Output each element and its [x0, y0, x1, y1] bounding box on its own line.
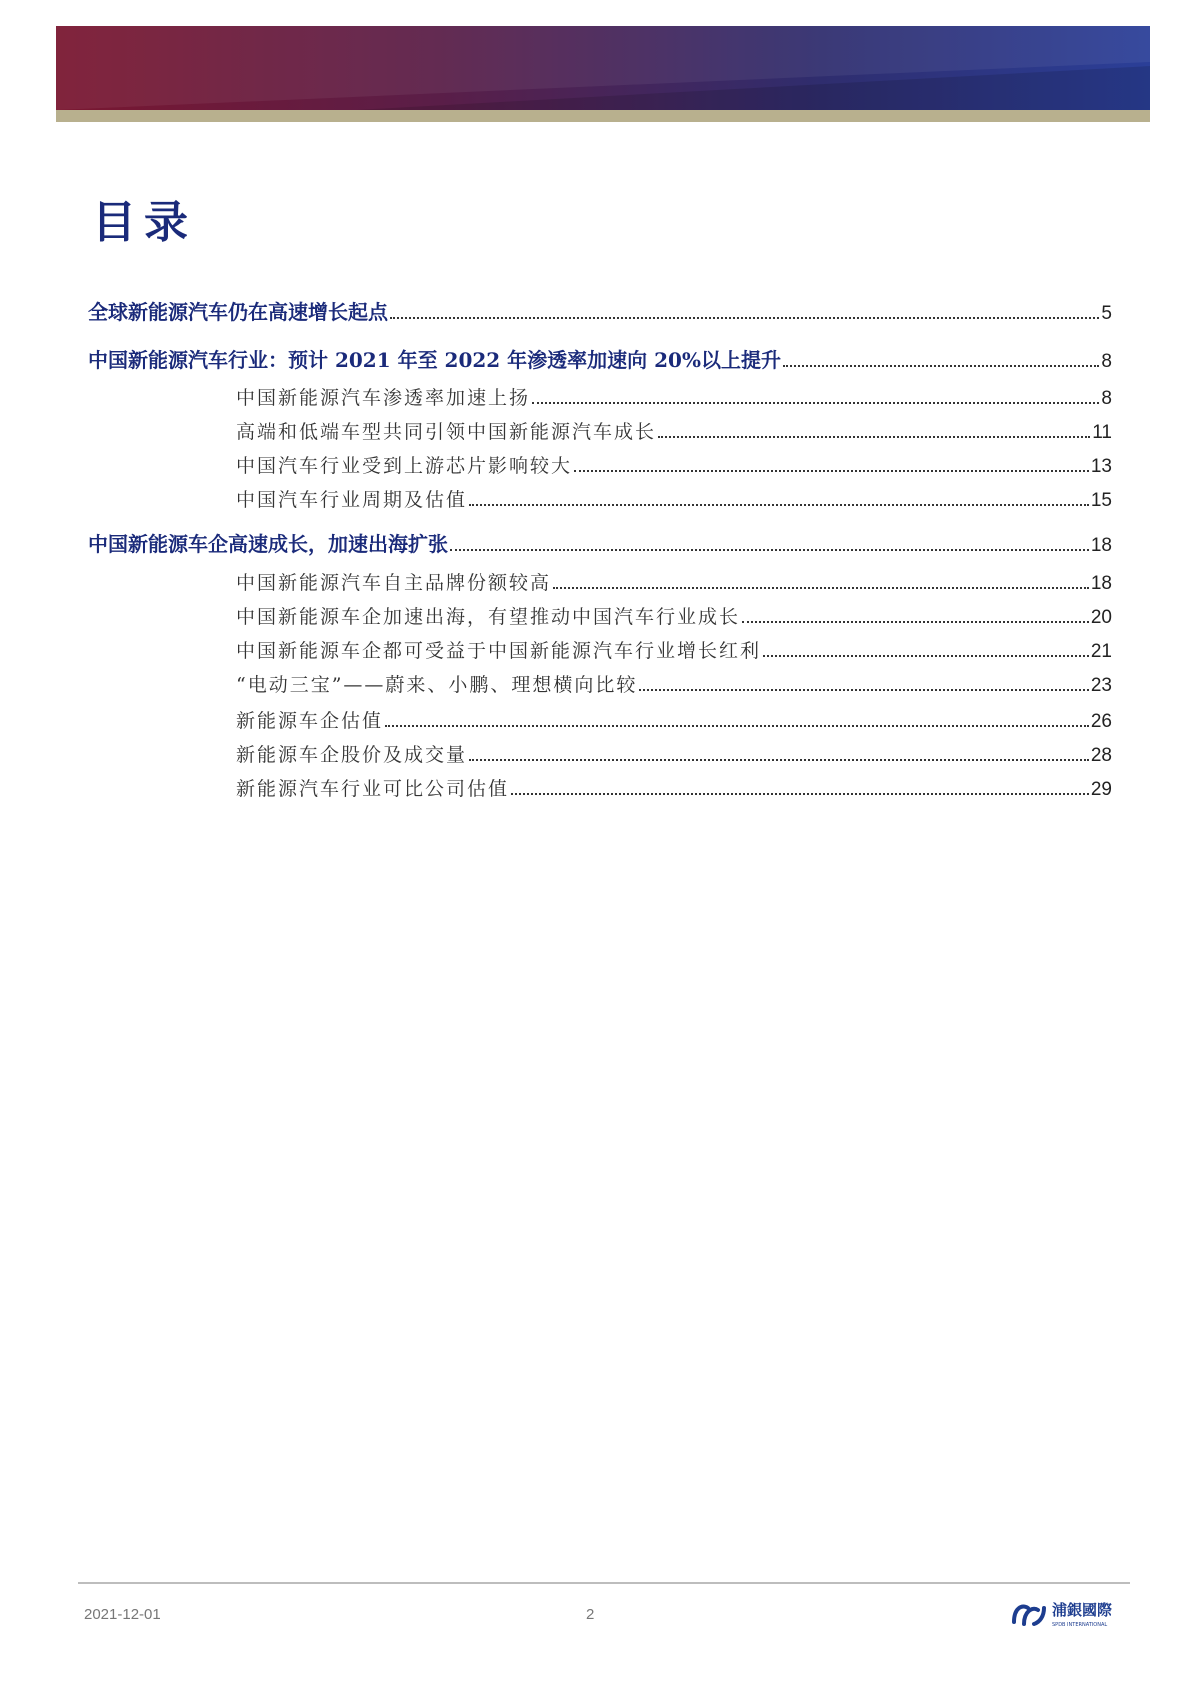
page-number: 2: [586, 1606, 595, 1623]
toc-entry-page: 5: [1101, 303, 1112, 324]
toc-entry-page: 18: [1090, 573, 1112, 594]
toc-title: 目录: [92, 197, 196, 248]
toc-entry[interactable]: [236, 602, 1112, 629]
toc-entry[interactable]: [236, 417, 1112, 444]
toc-entry-label: 新能源汽车行业可比公司估值: [236, 778, 510, 800]
toc-entry-label: 中国新能源汽车渗透率加速上扬: [236, 387, 531, 409]
toc-entry-page: 23: [1090, 675, 1112, 696]
spdb-international-logo: [1010, 1596, 1126, 1630]
toc-entry-page: 21: [1090, 641, 1112, 662]
toc-entry[interactable]: [236, 485, 1112, 512]
dot-leader: [639, 689, 1088, 691]
toc-entry-page: 26: [1090, 711, 1112, 732]
toc-entry[interactable]: [236, 568, 1112, 595]
toc-entry-page: 11: [1092, 422, 1112, 443]
dot-leader: [763, 655, 1089, 657]
logo-subtext: SPDB INTERNATIONAL: [1052, 1622, 1108, 1628]
toc-entry[interactable]: [88, 344, 1112, 373]
banner-decoration: [56, 26, 1150, 110]
toc-entry-label: 全球新能源汽车仍在高速增长起点: [88, 300, 388, 324]
toc-entry[interactable]: [236, 670, 1112, 697]
toc-entry-label: 新能源车企估值: [236, 710, 384, 732]
toc-entry[interactable]: [88, 528, 1112, 557]
dot-leader: [742, 621, 1089, 623]
toc-entry-label: 中国汽车行业受到上游芯片影响较大: [236, 455, 573, 477]
dot-leader: [553, 587, 1089, 589]
toc-entry[interactable]: [236, 774, 1112, 801]
toc-entry[interactable]: [88, 296, 1112, 325]
toc-entry-label: 中国汽车行业周期及估值: [236, 489, 468, 511]
dot-leader: [658, 436, 1090, 438]
toc-entry-page: 29: [1090, 779, 1112, 800]
header-banner: [56, 26, 1150, 110]
toc-entry-label: 中国新能源车企加速出海，有望推动中国汽车行业成长: [236, 606, 741, 628]
footer-date: 2021-12-01: [84, 1606, 161, 1623]
toc-entry-label: 中国新能源车企都可受益于中国新能源汽车行业增长红利: [236, 640, 762, 662]
toc-entry-label: 中国新能源汽车行业：预计 2021 年至 2022 年渗透率加速向 20%以上提升: [88, 348, 781, 372]
toc-entry[interactable]: [236, 636, 1112, 663]
toc-entry-label: 新能源车企股价及成交量: [236, 744, 468, 766]
dot-leader: [783, 365, 1099, 367]
dot-leader: [532, 402, 1099, 404]
footer-rule: [78, 1582, 1130, 1584]
toc-entry-page: 18: [1090, 535, 1112, 556]
toc-entry-page: 15: [1090, 490, 1112, 511]
dot-leader: [390, 317, 1099, 319]
dot-leader: [469, 504, 1089, 506]
toc-entry-label: 中国新能源汽车自主品牌份额较高: [236, 572, 552, 594]
logo-text: 浦銀國際: [1052, 1601, 1113, 1619]
toc-entry-label: “电动三宝”——蔚来、小鹏、理想横向比较: [236, 674, 638, 696]
toc-entry-page: 13: [1090, 456, 1112, 477]
toc-entry[interactable]: [236, 383, 1112, 410]
dot-leader: [450, 549, 1089, 551]
logo-mark-icon: [1014, 1607, 1044, 1624]
dot-leader: [385, 725, 1089, 727]
dot-leader: [511, 793, 1089, 795]
toc-entry[interactable]: [236, 706, 1112, 733]
toc-entry-page: 8: [1101, 351, 1112, 372]
dot-leader: [574, 470, 1089, 472]
toc-entry-page: 28: [1090, 745, 1112, 766]
toc-entry-label: 高端和低端车型共同引领中国新能源汽车成长: [236, 421, 657, 443]
toc-entry[interactable]: [236, 451, 1112, 478]
toc-entry-label: 中国新能源车企高速成长，加速出海扩张: [88, 532, 448, 556]
toc-entry-page: 8: [1101, 388, 1112, 409]
toc-entry-page: 20: [1090, 607, 1112, 628]
banner-rule: [56, 110, 1150, 122]
toc-entry[interactable]: [236, 740, 1112, 767]
dot-leader: [469, 759, 1089, 761]
